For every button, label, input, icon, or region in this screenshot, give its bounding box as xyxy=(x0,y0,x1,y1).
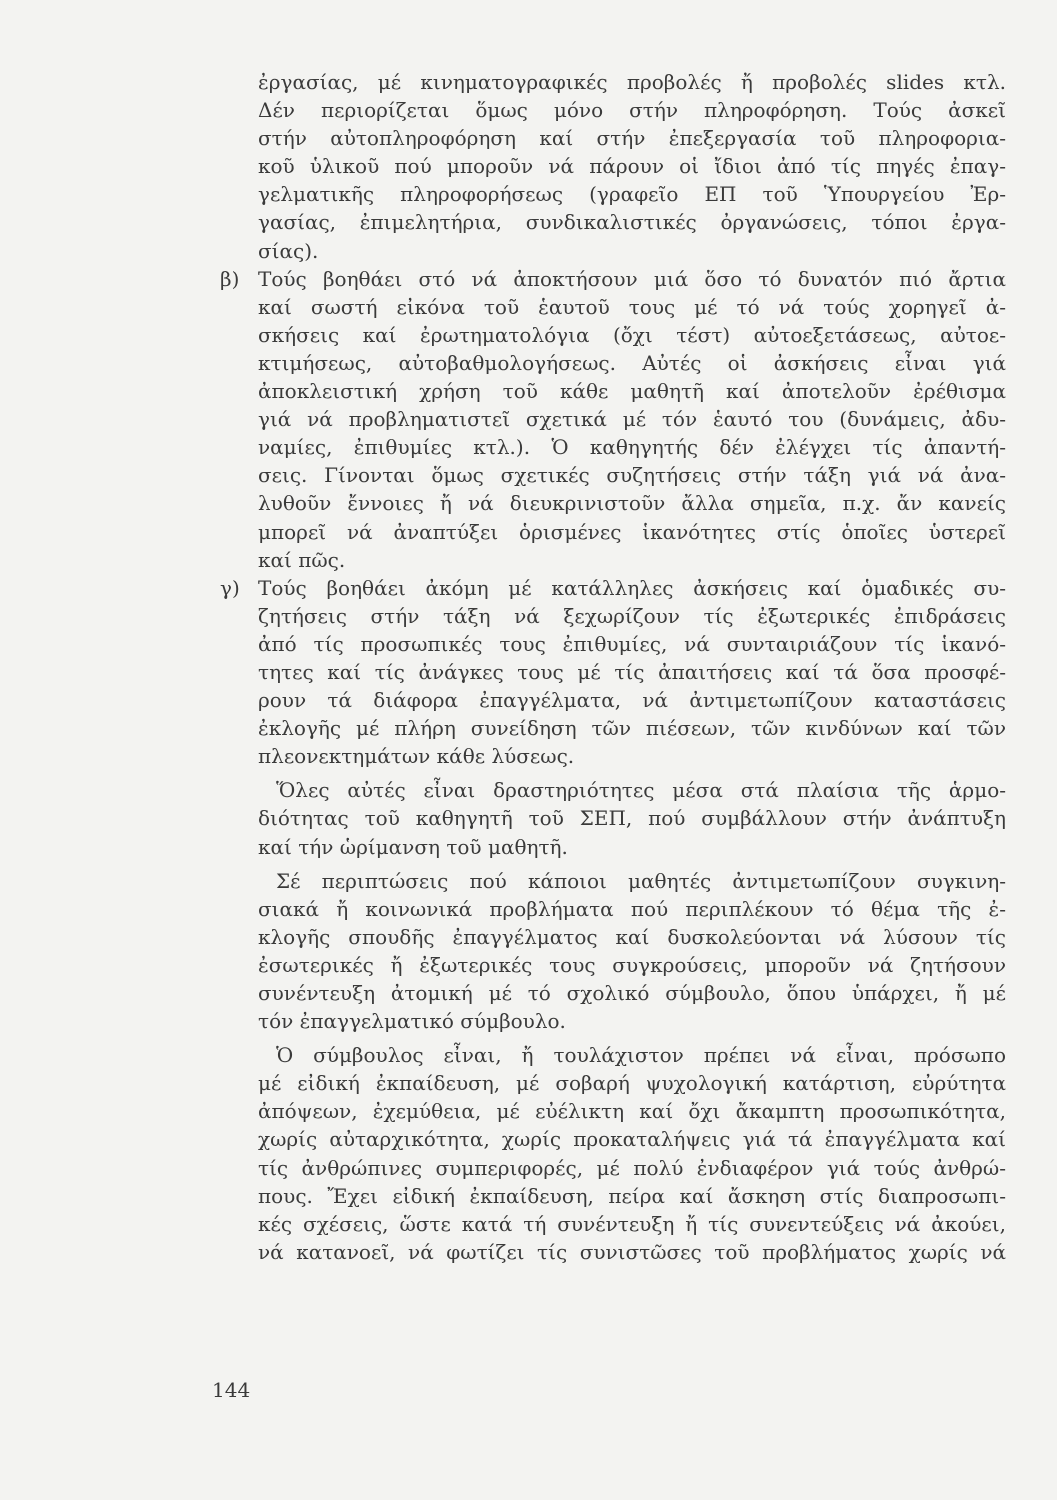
page-number: 144 xyxy=(212,1378,251,1402)
text-line: καί σωστή εἰκόνα τοῦ ἑαυτοῦ τους μέ τό νά τούς χορηγεῖ ἀ- xyxy=(258,294,1006,319)
text-line: ἀπό τίς προσωπικές τους ἐπιθυμίες, νά συνταιριάζουν τίς ἱκανό- xyxy=(258,631,1006,656)
text-line: σεις. Γίνονται ὅμως σχετικές συζητήσεις στήν τάξη γιά νά ἀνα- xyxy=(258,463,1006,488)
text-line: ρουν τά διάφορα ἐπαγγέλματα, νά ἀντιμετωπίζουν καταστάσεις xyxy=(258,688,1006,713)
text-line: νά κατανοεῖ, νά φωτίζει τίς συνιστῶσες τοῦ προβλήματος χωρίς νά xyxy=(258,1239,1006,1264)
list-item-b xyxy=(220,265,1006,574)
text-line: γελματικῆς πληροφορήσεως (γραφεῖο ΕΠ τοῦ Ὑπουργείου Ἐρ- xyxy=(258,182,1006,207)
text-line: Τούς βοηθάει στό νά ἀποκτήσουν μιά ὅσο τό δυνατόν πιό ἄρτια xyxy=(258,266,1006,291)
text-line: Ὁ σύμβουλος εἶναι, ἤ τουλάχιστον πρέπει νά εἶναι, πρόσωπο xyxy=(276,1043,1006,1068)
page-body xyxy=(220,68,1006,1266)
list-item-c xyxy=(220,574,1006,771)
text-line: χωρίς αὐταρχικότητα, χωρίς προκαταλήψεις γιά τά ἐπαγγέλματα καί xyxy=(258,1127,1006,1152)
text-line: ἐργασίας, μέ κινηματογραφικές προβολές ἤ προβολές slides κτλ. xyxy=(258,70,1006,94)
paragraph-1 xyxy=(258,776,1006,860)
text-line: ζητήσεις στήν τάξη νά ξεχωρίζουν τίς ἐξωτερικές ἐπιδράσεις xyxy=(258,603,1006,628)
text-line: τητες καί τίς ἀνάγκες τους μέ τίς ἀπαιτήσεις καί τά ὅσα προσφέ- xyxy=(258,659,1006,684)
text-line: λυθοῦν ἔννοιες ἤ νά διευκρινιστοῦν ἄλλα σημεῖα, π.χ. ἄν κανείς xyxy=(258,491,1006,516)
text-line: στήν αὐτοπληροφόρηση καί στήν ἐπεξεργασία τοῦ πληροφορια- xyxy=(258,126,1006,151)
text-line: καί πῶς. xyxy=(258,547,346,572)
text-line: μέ εἰδική ἐκπαίδευση, μέ σοβαρή ψυχολογική κατάρτιση, εὐρύτητα xyxy=(258,1071,1006,1096)
text-line: διότητας τοῦ καθηγητῆ τοῦ ΣΕΠ, πού συμβάλλουν στήν ἀνάπτυξη xyxy=(258,806,1006,831)
text-line: κλογῆς σπουδῆς ἐπαγγέλματος καί δυσκολεύονται νά λύσουν τίς xyxy=(258,924,1006,949)
text-line: συνέντευξη ἀτομική μέ τό σχολικό σύμβουλο, ὅπου ὑπάρχει, ἤ μέ xyxy=(258,981,1006,1005)
text-line: γασίας, ἐπιμελητήρια, συνδικαλιστικές ὀργανώσεις, τόποι ἐργα- xyxy=(258,210,1006,235)
list-marker: γ) xyxy=(220,575,240,600)
text-line: σκήσεις καί ἐρωτηματολόγια (ὄχι τέστ) αὐτοεξετάσεως, αὐτοε- xyxy=(258,322,1006,347)
text-line: καί τήν ὡρίμανση τοῦ μαθητῆ. xyxy=(258,834,568,859)
text-line: κές σχέσεις, ὥστε κατά τή συνέντευξη ἤ τίς συνεντεύξεις νά ἀκούει, xyxy=(258,1211,1006,1236)
text-line: τίς ἀνθρώπινες συμπεριφορές, μέ πολύ ἐνδιαφέρον γιά τούς ἀνθρώ- xyxy=(258,1155,1006,1180)
text-line: κτιμήσεως, αὐτοβαθμολογήσεως. Αὐτές οἱ ἀσκήσεις εἶναι γιά xyxy=(258,350,1006,375)
text-line: σίας). xyxy=(258,238,319,263)
text-line: κοῦ ὑλικοῦ πού μποροῦν νά πάρουν οἱ ἴδιοι ἀπό τίς πηγές ἐπαγ- xyxy=(258,154,1006,179)
text-line: σιακά ἤ κοινωνικά προβλήματα πού περιπλέκουν τό θέμα τῆς ἐ- xyxy=(258,896,1006,921)
text-line: ἐσωτερικές ἤ ἐξωτερικές τους συγκρούσεις, μποροῦν νά ζητήσουν xyxy=(258,952,1006,977)
text-line: ἀποκλειστική χρήση τοῦ κάθε μαθητῆ καί ἀποτελοῦν ἐρέθισμα xyxy=(258,379,1006,404)
text-line: Δέν περιορίζεται ὅμως μόνο στήν πληροφόρηση. Τούς ἀσκεῖ xyxy=(258,98,1006,123)
text-line: τόν ἐπαγγελματικό σύμβουλο. xyxy=(258,1009,566,1034)
text-line: πλεονεκτημάτων κάθε λύσεως. xyxy=(258,744,575,769)
text-line: Τούς βοηθάει ἀκόμη μέ κατάλληλες ἀσκήσεις καί ὁμαδικές συ- xyxy=(258,575,1006,600)
paragraph-continued xyxy=(258,68,1006,265)
text-line: πους. Ἔχει εἰδική ἐκπαίδευση, πείρα καί ἄσκηση στίς διαπροσωπι- xyxy=(258,1183,1006,1208)
paragraph-3 xyxy=(258,1041,1006,1266)
text-line: ναμίες, ἐπιθυμίες κτλ.). Ὁ καθηγητής δέν ἐλέγχει τίς ἀπαντή- xyxy=(258,435,1006,460)
list-marker: β) xyxy=(220,266,240,291)
text-line: ἀπόψεων, ἐχεμύθεια, μέ εὐέλικτη καί ὄχι ἄκαμπτη προσωπικότητα, xyxy=(258,1099,1006,1124)
text-line: ἐκλογῆς μέ πλήρη συνείδηση τῶν πιέσεων, τῶν κινδύνων καί τῶν xyxy=(258,716,1006,741)
text-line: Σέ περιπτώσεις πού κάποιοι μαθητές ἀντιμετωπίζουν συγκινη- xyxy=(276,868,1006,893)
text-line: μπορεῖ νά ἀναπτύξει ὁρισμένες ἱκανότητες στίς ὁποῖες ὑστερεῖ xyxy=(258,519,1006,544)
text-line: γιά νά προβληματιστεῖ σχετικά μέ τόν ἑαυτό του (δυνάμεις, ἀδυ- xyxy=(258,407,1006,432)
text-line: Ὅλες αὐτές εἶναι δραστηριότητες μέσα στά πλαίσια τῆς ἁρμο- xyxy=(276,778,1006,803)
paragraph-2 xyxy=(258,867,1006,1036)
